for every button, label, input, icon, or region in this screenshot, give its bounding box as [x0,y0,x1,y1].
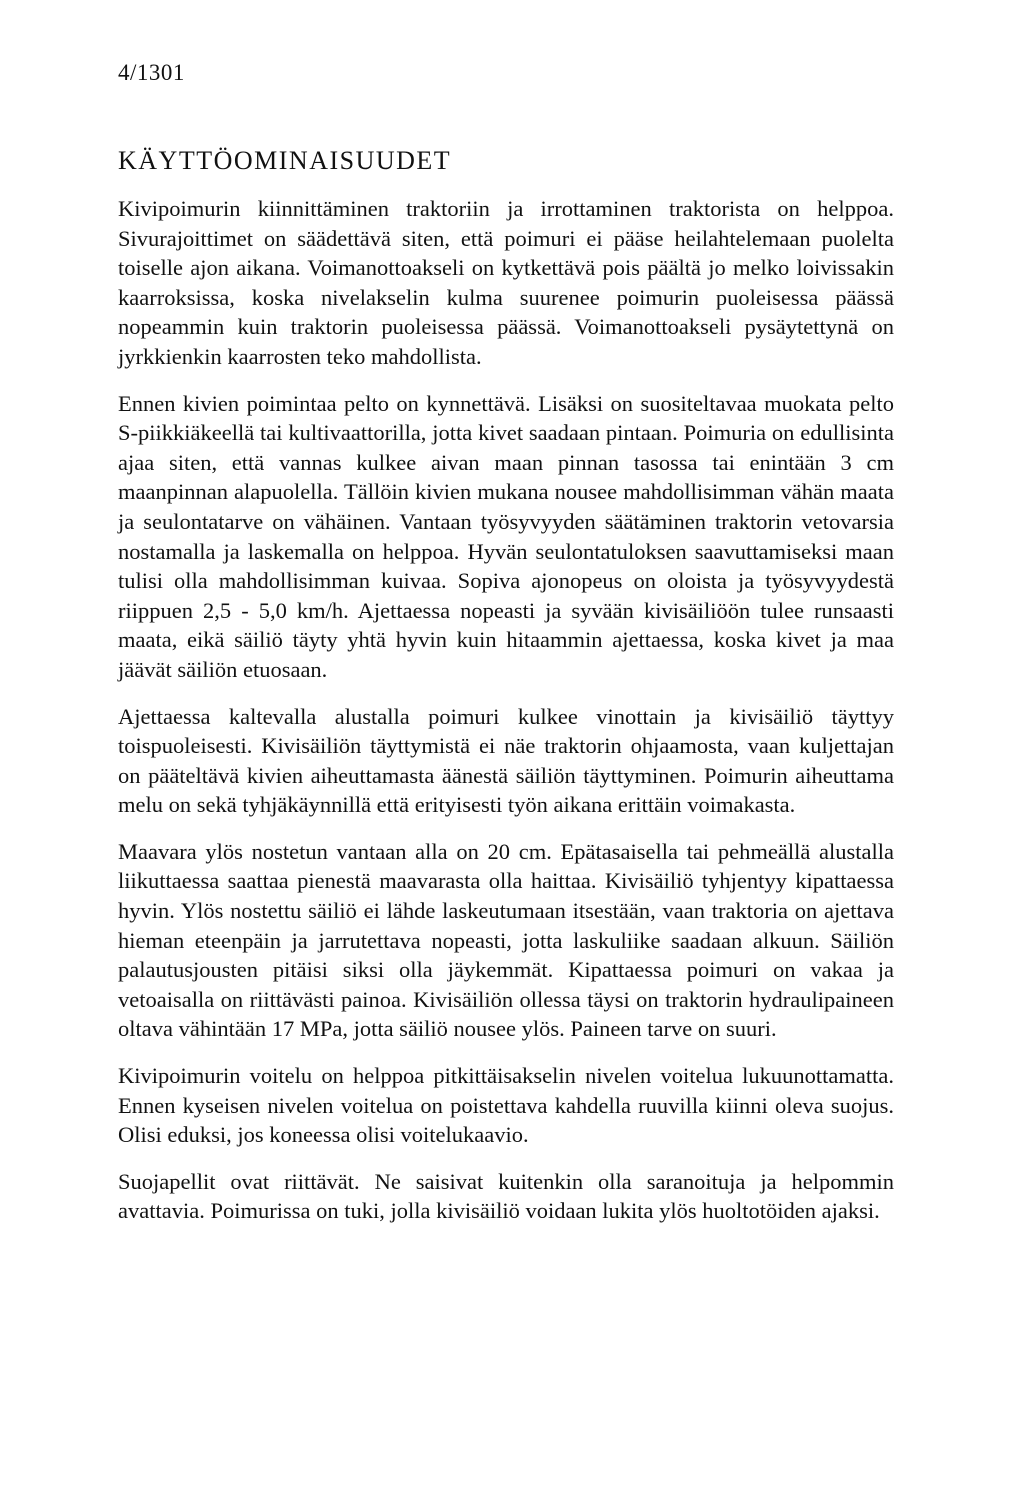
paragraph-lubrication: Kivipoimurin voitelu on helppoa pitkittäisakselin nivelen voitelua lukuunottamatta. Ennen kyseisen nivelen voitelua on poistettava kahdella ruuvilla kiinni oleva suojus. Olisi eduksi, jos koneessa olisi voitelukaavio. [118,1063,894,1148]
paragraph-attachment: Kivipoimurin kiinnittäminen traktoriin ja irrottaminen traktorista on helppoa. Sivurajoittimet on säädettävä siten, että poimuri ei pääse heilahtelemaan puolelta toiselle ajon aikana. Voimanottoakseli on kytkettävä pois päältä jo melko loivissakin kaarroksissa, koska nivelakselin kulma suurenee poimurin puoleisessa päässä nopeammin kuin traktorin puoleisessa päässä. Voimanottoakseli pysäytettynä on jyrkkienkin kaarrosten teko mahdollista. [118,196,894,369]
paragraph-ground-clearance: Maavara ylös nostetun vantaan alla on 20 cm. Epätasaisella tai pehmeällä alustalla liikuttaessa saattaa pienestä maavarasta olla haittaa. Kivisäiliö tyhjentyy kipattaessa hyvin. Ylös nostettu säiliö ei lähde laskeutumaan itsestään, vaan traktoria on ajettava hieman eteenpäin ja jarrutettava nopeasti, jotta laskuliike saadaan alkuun. Säiliön palautusjousten pitäisi siksi olla jäykemmät. Kipattaessa poimuri on vakaa ja vetoaisalla on riittävästi painoa. Kivisäiliön ollessa täysi on traktorin hydraulipaineen oltava vähintään 17 MPa, jotta säiliö nousee ylös. Paineen tarve on suuri. [118,838,894,1042]
paragraph-guards: Suojapellit ovat riittävät. Ne saisivat kuitenkin olla saranoituja ja helpommin avattavia. Poimurissa on tuki, jolla kivisäiliö voidaan lukita ylös huoltotöiden ajaksi. [118,1168,894,1224]
section-heading: KÄYTTÖOMINAISUUDET [118,146,452,175]
paragraph-field-preparation: Ennen kivien poimintaa pelto on kynnettävä. Lisäksi on suositeltavaa muokata pelto S-piikkiäkeellä tai kultivaattorilla, jotta kivet saadaan pintaan. Poimuria on edullisinta ajaa siten, että vannas kulkee aivan maan pinnan tasossa tai enintään 3 cm maanpinnan alapuolella. Tällöin kivien mukana nousee mahdollisimman vähän maata ja seulontatarve on vähäinen. Vantaan työsyvyyden säätäminen traktorin vetovarsia nostamalla ja laskemalla on helppoa. Hyvän seulontatuloksen saavuttamiseksi maan tulisi olla mahdollisimman kuivaa. Sopiva ajonopeus on oloista ja työsyvyydestä riippuen 2,5 - 5,0 km/h. Ajettaessa nopeasti ja syvään kivisäiliöön tulee runsaasti maata, eikä säiliö täyty yhtä hyvin kuin hitaammin ajettaessa, koska kivet ja maa jäävät säiliön etuosaan. [118,390,894,682]
page-number: 4/1301 [118,60,185,85]
paragraph-slope-driving: Ajettaessa kaltevalla alustalla poimuri kulkee vinottain ja kivisäiliö täyttyy toispuoleisesti. Kivisäiliön täyttymistä ei näe traktorin ohjaamosta, vaan kuljettajan on pääteltävä kivien aiheuttamasta äänestä säiliön täyttyminen. Poimurin aiheuttama melu on sekä tyhjäkäynnillä että erityisesti työn aikana erittäin voimakasta. [118,703,894,818]
body-text [118,194,894,1243]
